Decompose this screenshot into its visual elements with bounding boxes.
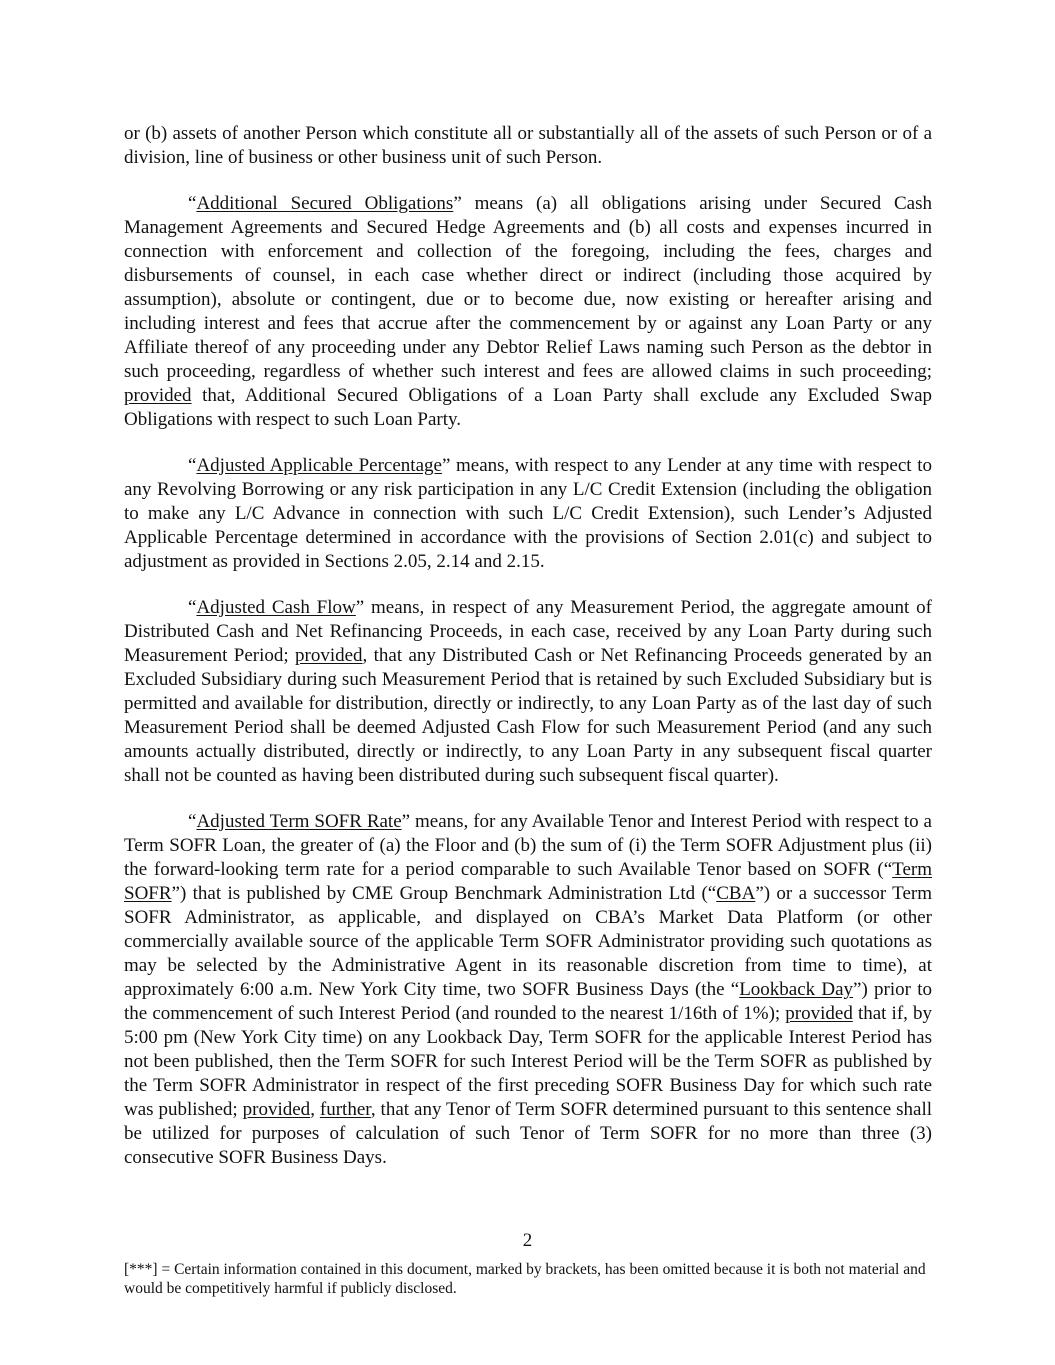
text-run: that, Additional Secured Obligations of a Loan Party shall exclude any Excluded Swap Obligations with respect to such Loan Party. xyxy=(124,385,932,430)
text-run: ” means, with respect to any Lender at any time with respect to any Revolving Borrowing or any risk participation in any L/C Credit Extension (including the obligation to make any L/C Advance in connection with such L/C Credit Extension), such Lender’s Adjusted Applicable Percentage determined in accordance with the provisions of Section 2.01(c) and subject to adjustment as provided in Sections 2.05, 2.14 and 2.15. xyxy=(124,455,932,572)
defined-term: provided xyxy=(124,385,192,406)
text-run: ” means (a) all obligations arising under Secured Cash Management Agreements and Secured Hedge Agreements and (b) all costs and expenses incurred in connection with enforcement and collection of the foregoing, including the fees, charges and disbursements of counsel, in each case whether direct or indirect (including those acquired by assumption), absolute or contingent, due or to become due, now existing or hereafter arising and including interest and fees that accrue after the commencement by or against any Loan Party or any Affiliate thereof of any proceeding under any Debtor Relief Laws naming such Person as the debtor in such proceeding, regardless of whether such interest and fees are allowed claims in such proceeding; xyxy=(124,193,932,382)
definition-additional-secured-obligations xyxy=(124,192,932,432)
text-run: ”) that is published by CME Group Benchmark Administration Ltd (“ xyxy=(171,883,717,904)
definition-adjusted-term-sofr-rate xyxy=(124,810,932,1170)
document-body xyxy=(124,122,932,1192)
defined-term: further xyxy=(319,1099,371,1120)
paragraph-continuation xyxy=(124,122,932,170)
text-run: , xyxy=(310,1099,320,1120)
defined-term: CBA xyxy=(716,883,756,904)
text-run: “ xyxy=(188,811,197,832)
defined-term: Lookback Day xyxy=(739,979,854,1000)
defined-term: Additional Secured Obligations xyxy=(196,193,454,214)
text-run: “ xyxy=(188,193,197,214)
text-run: ” means, for any Available Tenor and Interest Period with respect to a Term SOFR Loan, the greater of (a) the Floor and (b) the sum of (i) the Term SOFR Adjustment plus (ii) the forward-looking term rate for a period comparable to such Available Tenor based on SOFR (“ xyxy=(124,811,932,880)
defined-term: Adjusted Applicable Percentage xyxy=(196,455,442,476)
text-run: that if, by 5:00 pm (New York City time) on any Lookback Day, Term SOFR for the applicable Interest Period has not been published, then the Term SOFR for such Interest Period will be the Term SOFR as published by the Term SOFR Administrator in respect of the first preceding SOFR Business Day for which such rate was published; xyxy=(124,1003,932,1120)
defined-term: provided xyxy=(785,1003,853,1024)
defined-term: provided xyxy=(295,645,363,666)
text-run: or (b) assets of another Person which constitute all or substantially all of the assets of such Person or of a division, line of business or other business unit of such Person. xyxy=(124,123,932,168)
text-run: , that any Distributed Cash or Net Refinancing Proceeds generated by an Excluded Subsidiary during such Measurement Period that is retained by such Excluded Subsidiary but is permitted and available for distribution, directly or indirectly, to any Loan Party as of the last day of such Measurement Period shall be deemed Adjusted Cash Flow for such Measurement Period (and any such amounts actually distributed, directly or indirectly, to any Loan Party in any subsequent fiscal quarter shall not be counted as having been distributed during such subsequent fiscal quarter). xyxy=(124,645,933,786)
definition-adjusted-applicable-percentage xyxy=(124,454,932,574)
text-run: ”) prior to the commencement of such Interest Period (and rounded to the nearest 1/16th of 1%); xyxy=(124,979,932,1024)
definition-adjusted-cash-flow xyxy=(124,596,932,788)
defined-term: Adjusted Term SOFR Rate xyxy=(196,811,402,832)
defined-term: Term SOFR xyxy=(124,859,932,904)
defined-term: Adjusted Cash Flow xyxy=(196,597,356,618)
confidentiality-footnote: [***] = Certain information contained in this document, marked by brackets, has been omitted because it is both not material and would be competitively harmful if publicly disclosed. xyxy=(124,1261,926,1297)
text-run: , that any Tenor of Term SOFR determined pursuant to this sentence shall be utilized for purposes of calculation of such Tenor of Term SOFR for no more than three (3) consecutive SOFR Business Days. xyxy=(124,1099,932,1168)
text-run: “ xyxy=(188,455,197,476)
text-run: ”) or a successor Term SOFR Administrator, as applicable, and displayed on CBA’s Market Data Platform (or other commercially available source of the applicable Term SOFR Administrator providing such quotations as may be selected by the Administrative Agent in its reasonable discretion from time to time), at approximately 6:00 a.m. New York City time, two SOFR Business Days (the “ xyxy=(124,883,932,1000)
text-run: “ xyxy=(188,597,197,618)
page-number: 2 xyxy=(522,1230,533,1251)
defined-term: provided xyxy=(242,1099,311,1120)
text-run: ” means, in respect of any Measurement Period, the aggregate amount of Distributed Cash and Net Refinancing Proceeds, in each case, received by any Loan Party during such Measurement Period; xyxy=(124,597,932,666)
